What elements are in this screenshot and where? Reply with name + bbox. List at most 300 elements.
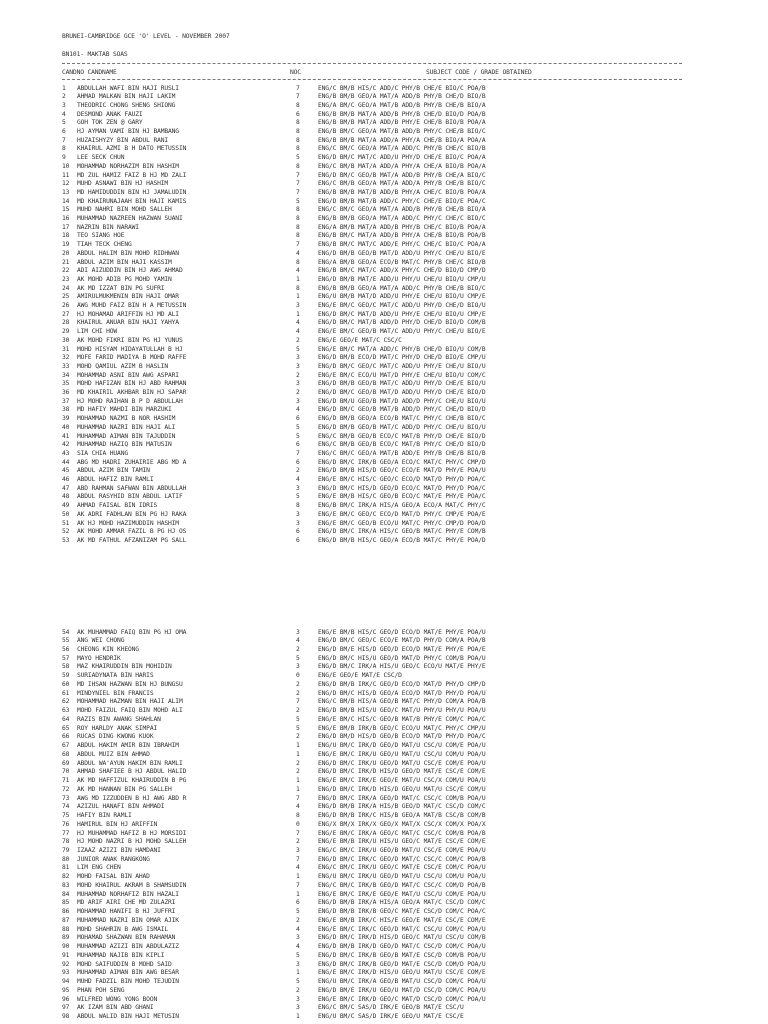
subject-grades: ENG/C BM/B GEO/A MAT/A ADD/A PHY/B CHE/B BIO/C <box>318 180 486 188</box>
result-row <box>0 232 768 240</box>
result-row <box>0 380 768 388</box>
subject-grades: ENG/A BM/B MAT/A ADD/B PHY/B CHE/C BIO/B POA/A <box>318 223 486 231</box>
candidate-name: MOHD FAISAL BIN AHAD <box>77 873 150 881</box>
candidate-name: MOHAMMAD NORHAZIM BIN HASHIM <box>77 162 179 170</box>
candidate-name: NAZRIN BIN NARAWI <box>77 223 139 231</box>
result-row <box>0 415 768 423</box>
result-row <box>0 803 768 811</box>
noc-value: 6 <box>296 110 300 118</box>
subject-grades: ENG/C BM/B HIS/C ADD/C PHY/B CHE/E BIO/C POA/B <box>318 84 486 92</box>
candidate-name: ABDUL WA'AYUN HAKIM BIN RAMLI <box>77 759 183 767</box>
column-header-candidate: CANDNO CANDNAME <box>62 69 117 76</box>
candidate-number: 53 <box>62 536 70 544</box>
candidate-name: MD IHSAN HAZWAN BIN HJ BUNGSU <box>77 680 183 688</box>
result-row <box>0 302 768 310</box>
noc-value: 7 <box>296 93 300 101</box>
result-row <box>0 908 768 916</box>
noc-value: 2 <box>296 336 300 344</box>
noc-value: 3 <box>296 934 300 942</box>
candidate-name: MUHAMMAD NAZRI BIN OMAR AJIK <box>77 916 179 924</box>
candidate-number: 48 <box>62 493 70 501</box>
subject-grades: ENG/D BM/C IRK/D HIS/D GEO/U MAT/U CSC/E COM/U <box>318 785 486 793</box>
candidate-name: IZAAZ AZIZI BIN HAMDANI <box>77 847 161 854</box>
noc-value: 4 <box>296 476 300 483</box>
noc-value: 3 <box>296 960 300 968</box>
result-row <box>0 952 768 960</box>
result-row <box>0 537 768 545</box>
candidate-number: 88 <box>62 925 70 933</box>
candidate-number: 27 <box>62 310 70 318</box>
result-row <box>0 786 768 794</box>
candidate-number: 17 <box>62 223 70 231</box>
candidate-name: KHAIRUL AZMI B H DATO METUSSIN <box>77 145 187 153</box>
subject-grades: ENG/A BM/B GEO/A ECO/B MAT/C PHY/B CHE/C BIO/B <box>318 258 486 266</box>
candidate-name: ABDUL MUIZ BIN AHMAD <box>77 750 150 758</box>
result-row <box>0 198 768 206</box>
candidate-number: 32 <box>62 354 70 362</box>
result-row <box>0 215 768 223</box>
subject-grades: ENG/E BM/B IRK/C HIS/E GEO/E MAT/E CSC/E COM/E <box>318 916 486 924</box>
candidate-number: 73 <box>62 794 70 802</box>
noc-value: 1 <box>296 275 300 283</box>
noc-value: 0 <box>296 820 300 828</box>
candidate-name: ABDUL AZIM BIN TAMIN <box>77 467 150 475</box>
subject-grades: ENG/E BM/C IRK/U GEO/U MAT/U CSC/U COM/U POA/U <box>318 750 486 758</box>
candidate-number: 38 <box>62 406 70 414</box>
candidate-number: 35 <box>62 380 70 388</box>
candidate-number: 25 <box>62 293 70 301</box>
subject-grades: ENG/E BM/C IRK/E GEO/E MAT/U CSC/X COM/U POA/U <box>318 777 486 785</box>
subject-grades: ENG/D BM/C GEO/B MAT/A ADD/B PHY/B CHE/A BIO/C <box>318 171 486 179</box>
candidate-name: HJ MOHD NAZRI B HJ MOHD SALLEH <box>77 838 187 846</box>
candidate-name: LEE SECK CHUN <box>77 154 125 162</box>
candidate-name: MOHD QAMIUL AZIM B HASLIN <box>77 362 169 370</box>
noc-value: 6 <box>296 528 300 536</box>
noc-value: 1 <box>296 777 300 785</box>
result-row <box>0 85 768 93</box>
candidate-name: RUCAS DING KWONG KUOK <box>77 733 154 741</box>
candidate-name: MOHD SHAHRIN B AWG ISMAIL <box>77 925 169 933</box>
noc-value: 5 <box>296 908 300 916</box>
result-row <box>0 154 768 162</box>
candidate-number: 57 <box>62 654 70 662</box>
result-row <box>0 847 768 855</box>
candidate-number: 1 <box>62 84 66 92</box>
subject-grades: ENG/E BM/C HIS/C GEO/C ECO/D MAT/D PHY/D POA/C <box>318 476 486 483</box>
noc-value: 8 <box>296 284 300 292</box>
candidate-name: KHAIRUL ANUAR BIN HAJI YAHYA <box>77 319 179 327</box>
noc-value: 7 <box>296 698 300 706</box>
result-row <box>0 882 768 890</box>
subject-grades: ENG/D BM/C IRK/A GEO/D MAT/C CSC/C COM/B POA/U <box>318 794 486 802</box>
subject-grades: ENG/D BM/C HIS/D GEO/D ECO/C MAT/D PHY/D POA/C <box>318 484 486 492</box>
subject-grades: ENG/B BM/B MAT/A ADD/B PHY/B CHE/D BIO/D POA/B <box>318 110 486 118</box>
noc-value: 8 <box>296 812 300 820</box>
noc-value: 5 <box>296 154 300 162</box>
candidate-number: 31 <box>62 345 70 353</box>
subject-grades: ENG/D BM/B MAT/B ADD/C PHY/C CHE/E BIO/E POA/C <box>318 197 486 205</box>
result-row <box>0 812 768 820</box>
candidate-number: 40 <box>62 423 70 431</box>
subject-grades: ENG/E GEO/E MAT/C CSC/C <box>318 336 402 344</box>
candidate-name: MUHAMMAD NAZRI BIN HAJI ALI <box>77 423 176 431</box>
result-row <box>0 311 768 319</box>
candidate-number: 77 <box>62 829 70 837</box>
noc-value: 5 <box>296 715 300 723</box>
noc-value: 2 <box>296 986 300 994</box>
subject-grades: ENG/A BM/C GEO/A MAT/B ADD/B PHY/B CHE/B BIO/A <box>318 101 486 109</box>
candidate-name: ADI AIZUDDIN BIN HJ AWG AHMAD <box>77 267 183 275</box>
candidate-name: AMIRULMUKMENIN BIN HAJI OMAR <box>77 293 179 301</box>
subject-grades: ENG/B BM/C MAT/A ADD/B PHY/A CHE/B BIO/B POA/B <box>318 232 486 240</box>
subject-grades: ENG/C BM/C IRK/B GEO/D MAT/C CSC/C COM/D POA/B <box>318 881 486 889</box>
candidate-name: MD ZUL HAMIZ FAIZ B HJ MD ZALI <box>77 171 187 179</box>
subject-grades: ENG/D BM/C HIS/D GEO/A ECO/D MAT/D PHY/D POA/U <box>318 689 486 697</box>
noc-value: 7 <box>296 171 300 179</box>
candidate-number: 45 <box>62 467 70 475</box>
noc-value: 2 <box>296 707 300 715</box>
result-row <box>0 128 768 136</box>
candidate-number: 11 <box>62 171 70 179</box>
subject-grades: ENG/D BM/C IRK/B GEO/A ECO/C MAT/C PHY/C CMP/D <box>318 458 486 466</box>
result-row <box>0 873 768 881</box>
candidate-number: 64 <box>62 715 70 723</box>
candidate-name: ABDUL WALID BIN HAJI METUSIN <box>77 1013 179 1021</box>
subject-grades: ENG/D BM/C IRK/D HIS/D GEO/C MAT/U CSC/U COM/B <box>318 934 486 942</box>
noc-value: 5 <box>296 423 300 431</box>
candidate-number: 68 <box>62 750 70 758</box>
noc-value: 8 <box>296 162 300 170</box>
result-row <box>0 511 768 519</box>
result-row <box>0 145 768 153</box>
result-row <box>0 328 768 336</box>
result-row <box>0 459 768 467</box>
result-row <box>0 433 768 441</box>
candidate-number: 61 <box>62 689 70 697</box>
candidate-number: 19 <box>62 241 70 249</box>
noc-value: 2 <box>296 916 300 924</box>
subject-grades: ENG/E BM/C IRK/C GEO/D MAT/C CSC/U COM/C POA/U <box>318 925 486 933</box>
candidate-number: 7 <box>62 136 66 144</box>
candidate-number: 79 <box>62 847 70 854</box>
candidate-name: AK MD IZZAT BIN PG SUFRI <box>77 284 165 292</box>
column-header-noc: NOC <box>290 69 301 76</box>
subject-grades: ENG/D BM/C GEO/C ECO/E MAT/D PHY/D COM/A POA/B <box>318 637 486 645</box>
noc-value: 3 <box>296 510 300 518</box>
candidate-number: 97 <box>62 1004 70 1012</box>
candidate-name: SURIADYNATA BIN HARIS <box>77 672 154 680</box>
noc-value: 5 <box>296 654 300 662</box>
candidate-name: MOHAMMAD NAZMI B NOR HASHIM <box>77 415 176 423</box>
candidate-number: 6 <box>62 128 66 135</box>
result-row <box>0 917 768 925</box>
result-row <box>0 934 768 942</box>
candidate-number: 24 <box>62 284 70 292</box>
result-row <box>0 698 768 706</box>
candidate-number: 59 <box>62 672 70 680</box>
noc-value: 2 <box>296 467 300 475</box>
subject-grades: ENG/D BM/B IRK/A HIS/A GEO/A MAT/C CSC/D COM/C <box>318 899 486 907</box>
subject-grades: ENG/D BM/B GEO/B MAT/D ADD/U PHY/C CHE/U BIO/E <box>318 249 486 257</box>
candidate-name: MD HAFIY MAHDI BIN MARZUKI <box>77 406 172 414</box>
candidate-name: ABDULLAH WAFI BIN HAJI RUSLI <box>77 84 179 92</box>
candidate-name: ANG WEI CHONG <box>77 637 125 645</box>
candidate-name: MUHD FADZIL BIN MOHD TEJUDIN <box>77 978 179 986</box>
candidate-name: ABDUL HAFIZ BIN RAMLI <box>77 476 154 483</box>
result-row <box>0 259 768 267</box>
subject-grades: ENG/E GEO/E MAT/E CSC/D <box>318 672 402 680</box>
candidate-name: DESMOND ANAK FAUZI <box>77 110 143 118</box>
candidate-number: 80 <box>62 855 70 863</box>
subject-grades: ENG/B BM/C MAT/C ADD/X PHY/C CHE/D BIO/D CMP/D <box>318 267 486 275</box>
candidate-number: 41 <box>62 432 70 440</box>
candidate-number: 34 <box>62 371 70 379</box>
subject-grades: ENG/D BM/C IRK/U GEO/D MAT/U CSC/E COM/E POA/U <box>318 759 486 767</box>
candidate-name: ABDUL AZIM BIN HAJI KASSIM <box>77 258 172 266</box>
noc-value: 7 <box>296 855 300 863</box>
noc-value: 1 <box>296 750 300 758</box>
subject-grades: ENG/E BM/C ECO/U MAT/D PHY/E CHE/U BIO/U COM/C <box>318 371 486 379</box>
noc-value: 1 <box>296 873 300 881</box>
subject-grades: ENG/D BM/B IRK/B GEO/C MAT/E CSC/D COM/C POA/C <box>318 908 486 916</box>
candidate-name: HUZAISHYZY BIN ABDUL RANI <box>77 136 169 144</box>
subject-grades: ENG/C BM/B GEO/B ECO/C MAT/B PHY/C CHE/D BIO/D <box>318 441 486 449</box>
result-row <box>0 241 768 249</box>
subject-grades: ENG/D BM/B HIS/D GEO/C ECO/E MAT/D PHY/E POA/U <box>318 467 486 475</box>
candidate-number: 10 <box>62 162 70 170</box>
candidate-number: 5 <box>62 119 66 127</box>
column-header-subjects: SUBJECT CODE / GRADE OBTAINED <box>426 69 532 76</box>
subject-grades: ENG/E BM/B HIS/C GEO/D ECO/D MAT/E PHY/E POA/U <box>318 628 486 636</box>
noc-value: 6 <box>296 441 300 449</box>
candidate-number: 42 <box>62 441 70 449</box>
candidate-number: 75 <box>62 812 70 820</box>
result-row <box>0 119 768 127</box>
candidate-number: 76 <box>62 820 70 828</box>
noc-value: 6 <box>296 899 300 907</box>
candidate-number: 86 <box>62 908 70 916</box>
result-row <box>0 267 768 275</box>
result-row <box>0 346 768 354</box>
candidate-number: 26 <box>62 302 70 309</box>
candidate-name: WILFRED WONG YONG BOON <box>77 995 158 1003</box>
candidate-name: AK IZAM BIN ABD GHANI <box>77 1004 154 1012</box>
subject-grades: ENG/D BM/U GEO/B MAT/D ADD/D PHY/C CHE/U BIO/U <box>318 397 486 405</box>
noc-value: 0 <box>296 672 300 680</box>
result-row <box>0 996 768 1004</box>
result-row <box>0 285 768 293</box>
noc-value: 2 <box>296 733 300 741</box>
candidate-name: MUHAMMAD HAZIQ BIN MATUSIN <box>77 441 172 449</box>
candidate-name: MOHAMAD SHAZWAN BIN RAHAMAN <box>77 934 176 942</box>
noc-value: 8 <box>296 232 300 240</box>
subject-grades: ENG/U BM/C SAS/D IRK/E GEO/U MAT/E CSC/E <box>318 1013 464 1021</box>
subject-grades: ENG/D BM/B IRK/C GEO/D ECO/D MAT/D PHY/D CMP/D <box>318 680 486 688</box>
noc-value: 8 <box>296 206 300 214</box>
noc-value: 2 <box>296 759 300 767</box>
candidate-number: 46 <box>62 476 70 483</box>
candidate-name: MOHD HISYAM HIDAYATULLAH B HJ <box>77 345 183 353</box>
candidate-number: 87 <box>62 916 70 924</box>
subject-grades: ENG/D BM/E IRK/U GEO/U MAT/D CSC/D COM/C POA/U <box>318 986 486 994</box>
result-row <box>0 830 768 838</box>
subject-grades: ENG/C BM/B MAT/A ADD/A PHY/A CHE/A BIO/B POA/A <box>318 162 486 170</box>
result-row <box>0 250 768 258</box>
candidate-number: 70 <box>62 768 70 776</box>
candidate-number: 22 <box>62 267 70 275</box>
subject-grades: ENG/D BM/C HIS/U GEO/D MAT/D PHY/C COM/B POA/U <box>318 654 486 662</box>
candidate-name: LIM CHI HOW <box>77 328 118 336</box>
result-row <box>0 856 768 864</box>
result-row <box>0 372 768 380</box>
candidate-number: 96 <box>62 995 70 1003</box>
candidate-number: 29 <box>62 328 70 336</box>
noc-value: 3 <box>296 380 300 388</box>
candidate-name: MD KHAIRIL AKHBAR BIN HJ SAPAR <box>77 389 187 396</box>
result-row <box>0 520 768 528</box>
subject-grades: ENG/C BM/C GEO/A MAT/A ADD/C PHY/B CHE/C BIO/B <box>318 145 486 153</box>
result-row <box>0 224 768 232</box>
candidate-number: 52 <box>62 528 70 536</box>
result-row <box>0 777 768 785</box>
candidate-number: 23 <box>62 275 70 283</box>
candidate-number: 85 <box>62 899 70 907</box>
subject-grades: ENG/C BM/C SAS/D IRK/E GEO/B MAT/E CSC/U <box>318 1004 464 1012</box>
candidate-number: 49 <box>62 502 70 510</box>
report-title: BRUNEI-CAMBRIDGE GCE 'O' LEVEL - NOVEMBER 2007 <box>62 33 230 40</box>
candidate-number: 9 <box>62 154 66 162</box>
candidate-number: 84 <box>62 890 70 898</box>
candidate-name: GOH TOK ZEN @ GARY <box>77 119 143 127</box>
subject-grades: ENG/D BM/B GEO/B MAT/C ADD/U PHY/D CHE/E BIO/U <box>318 380 486 388</box>
candidate-name: MUHAMMAD NAZREEN HAZWAN SUANI <box>77 215 183 222</box>
result-row <box>0 987 768 995</box>
candidate-number: 69 <box>62 759 70 767</box>
subject-grades: ENG/E BM/C IRK/D HIS/U GEO/U MAT/U CSC/E COM/E <box>318 969 486 977</box>
result-row <box>0 293 768 301</box>
candidate-number: 94 <box>62 978 70 986</box>
result-row <box>0 838 768 846</box>
noc-value: 3 <box>296 995 300 1003</box>
candidate-number: 60 <box>62 680 70 688</box>
subject-grades: ENG/D BM/C IRK/A HIS/C GEO/B MAT/C PHY/E COM/B <box>318 528 486 536</box>
subject-grades: ENG/D BM/B HIS/U GEO/C MAT/U PHY/U PHY/U POA/U <box>318 707 486 715</box>
result-row <box>0 337 768 345</box>
subject-grades: ENG/U BM/B MAT/D ADD/U PHY/E CHE/U BIO/U CMP/E <box>318 293 486 301</box>
result-row <box>0 742 768 750</box>
candidate-number: 78 <box>62 838 70 846</box>
noc-value: 2 <box>296 389 300 396</box>
result-row <box>0 406 768 414</box>
result-row <box>0 637 768 645</box>
noc-value: 4 <box>296 925 300 933</box>
candidate-name: ABG MD HADRI ZUHAIRIE ABG MD A <box>77 458 187 466</box>
candidate-number: 15 <box>62 206 70 214</box>
result-row <box>0 795 768 803</box>
candidate-number: 74 <box>62 803 70 811</box>
subject-grades: ENG/B BM/C MAT/C ADD/E PHY/C CHE/C BIO/C POA/A <box>318 241 486 249</box>
candidate-name: THEODRIC CHONG SHENG SHIONG <box>77 101 176 109</box>
candidate-name: PHAN POH SENG <box>77 986 125 994</box>
noc-value: 1 <box>296 293 300 301</box>
candidate-name: HAMIRUL BIN HJ ARIFFIN <box>77 820 158 828</box>
subject-grades: ENG/C BM/B GEO/B ECO/C MAT/B PHY/D CHE/E BIO/D <box>318 432 486 440</box>
result-row <box>0 163 768 171</box>
result-row <box>0 206 768 214</box>
candidate-name: AK MOHD AMMAR FAZIL B PG HJ OS <box>77 528 187 536</box>
candidate-name: AK MOHD FIKRI BIN PG HJ YUNUS <box>77 336 183 344</box>
candidate-number: 65 <box>62 724 70 732</box>
candidate-number: 72 <box>62 785 70 793</box>
result-row <box>0 961 768 969</box>
subject-grades: ENG/D BM/B ECO/D MAT/C PHY/D CHE/D BIO/E CMP/U <box>318 354 486 362</box>
result-row <box>0 319 768 327</box>
result-row <box>0 180 768 188</box>
noc-value: 7 <box>296 449 300 457</box>
candidate-name: TIAH TECK CHENG <box>77 241 132 249</box>
subject-grades: ENG/E BM/B HIS/C GEO/B ECO/C MAT/E PHY/E POA/C <box>318 493 486 501</box>
noc-value: 5 <box>296 951 300 959</box>
candidate-number: 28 <box>62 319 70 327</box>
subject-grades: ENG/D BM/C IRK/C GEO/D MAT/C CSC/C COM/C POA/B <box>318 855 486 863</box>
noc-value: 4 <box>296 328 300 336</box>
subject-grades: ENG/E BM/C GEO/C ECO/D MAT/D PHY/C CMP/E POA/E <box>318 510 486 518</box>
noc-value: 2 <box>296 838 300 846</box>
subject-grades: ENG/B BM/B MAT/B ADD/B PHY/A CHE/C BIO/B POA/A <box>318 188 486 196</box>
candidate-number: 92 <box>62 960 70 968</box>
noc-value: 8 <box>296 502 300 510</box>
result-row <box>0 969 768 977</box>
result-row <box>0 102 768 110</box>
candidate-name: HJ MUHAMMAD HAFIZ B HJ MORSIDI <box>77 829 187 837</box>
candidate-name: AWG MD IZZUDDEN B HJ AWG ABD R <box>77 794 187 802</box>
result-row <box>0 690 768 698</box>
candidate-number: 51 <box>62 519 70 527</box>
noc-value: 7 <box>296 881 300 889</box>
subject-grades: ENG/E BM/C MAT/A ADD/C PHY/B CHE/D BIO/U COM/B <box>318 345 486 353</box>
noc-value: 7 <box>296 794 300 802</box>
candidate-name: MOHD SAIFUDDIN B MOHD SAID <box>77 960 172 968</box>
candidate-name: MD HAMIDUDDIN BIN HJ JAMALUDIN <box>77 188 187 196</box>
candidate-name: AZIZUL HANAFI BIN AHMADI <box>77 803 165 811</box>
candidate-number: 39 <box>62 415 70 423</box>
result-row <box>0 485 768 493</box>
subject-grades: ENG/B BM/B MAT/A ADD/B PHY/E CHE/B BIO/B POA/A <box>318 119 486 127</box>
candidate-name: AK ADRI FADHLAN BIN PG HJ RAKA <box>77 510 187 518</box>
result-row <box>0 864 768 872</box>
noc-value: 3 <box>296 302 300 309</box>
noc-value: 4 <box>296 267 300 275</box>
subject-grades: ENG/B BM/B GEO/A MAT/A ADD/C PHY/C CHE/C BIO/C <box>318 215 486 222</box>
candidate-name: CHEONG KIN KHEONG <box>77 645 139 653</box>
candidate-number: 3 <box>62 101 66 109</box>
noc-value: 8 <box>296 145 300 153</box>
candidate-name: ROY HARLDY ANAK SIMPAI <box>77 724 158 732</box>
subject-grades: ENG/E BM/C HIS/C GEO/B MAT/B PHY/E COM/C POA/C <box>318 715 486 723</box>
candidate-number: 54 <box>62 628 70 636</box>
noc-value: 1 <box>296 785 300 793</box>
candidate-number: 50 <box>62 510 70 518</box>
candidate-name: LIM ENG CHEN <box>77 864 121 872</box>
candidate-name: MD ARIF AIRI CHE MD ZULAZRI <box>77 899 176 907</box>
result-row <box>0 681 768 689</box>
noc-value: 6 <box>296 415 300 423</box>
candidate-name: MOHAMMAD HAZMAN BIN HAJI ALIM <box>77 698 183 706</box>
subject-grades: ENG/D BM/C IRK/B GEO/D MAT/E CSC/D COM/D POA/U <box>318 960 486 968</box>
candidate-name: MOFE FARID MADIYA B MOHD RAFFE <box>77 354 187 362</box>
candidate-name: HJ MOHD RAIHAN B P D ABDULLAH <box>77 397 183 405</box>
subject-grades: ENG/C BM/C GEO/A MAT/A ADD/B PHY/B CHE/B BIO/A <box>318 206 486 214</box>
